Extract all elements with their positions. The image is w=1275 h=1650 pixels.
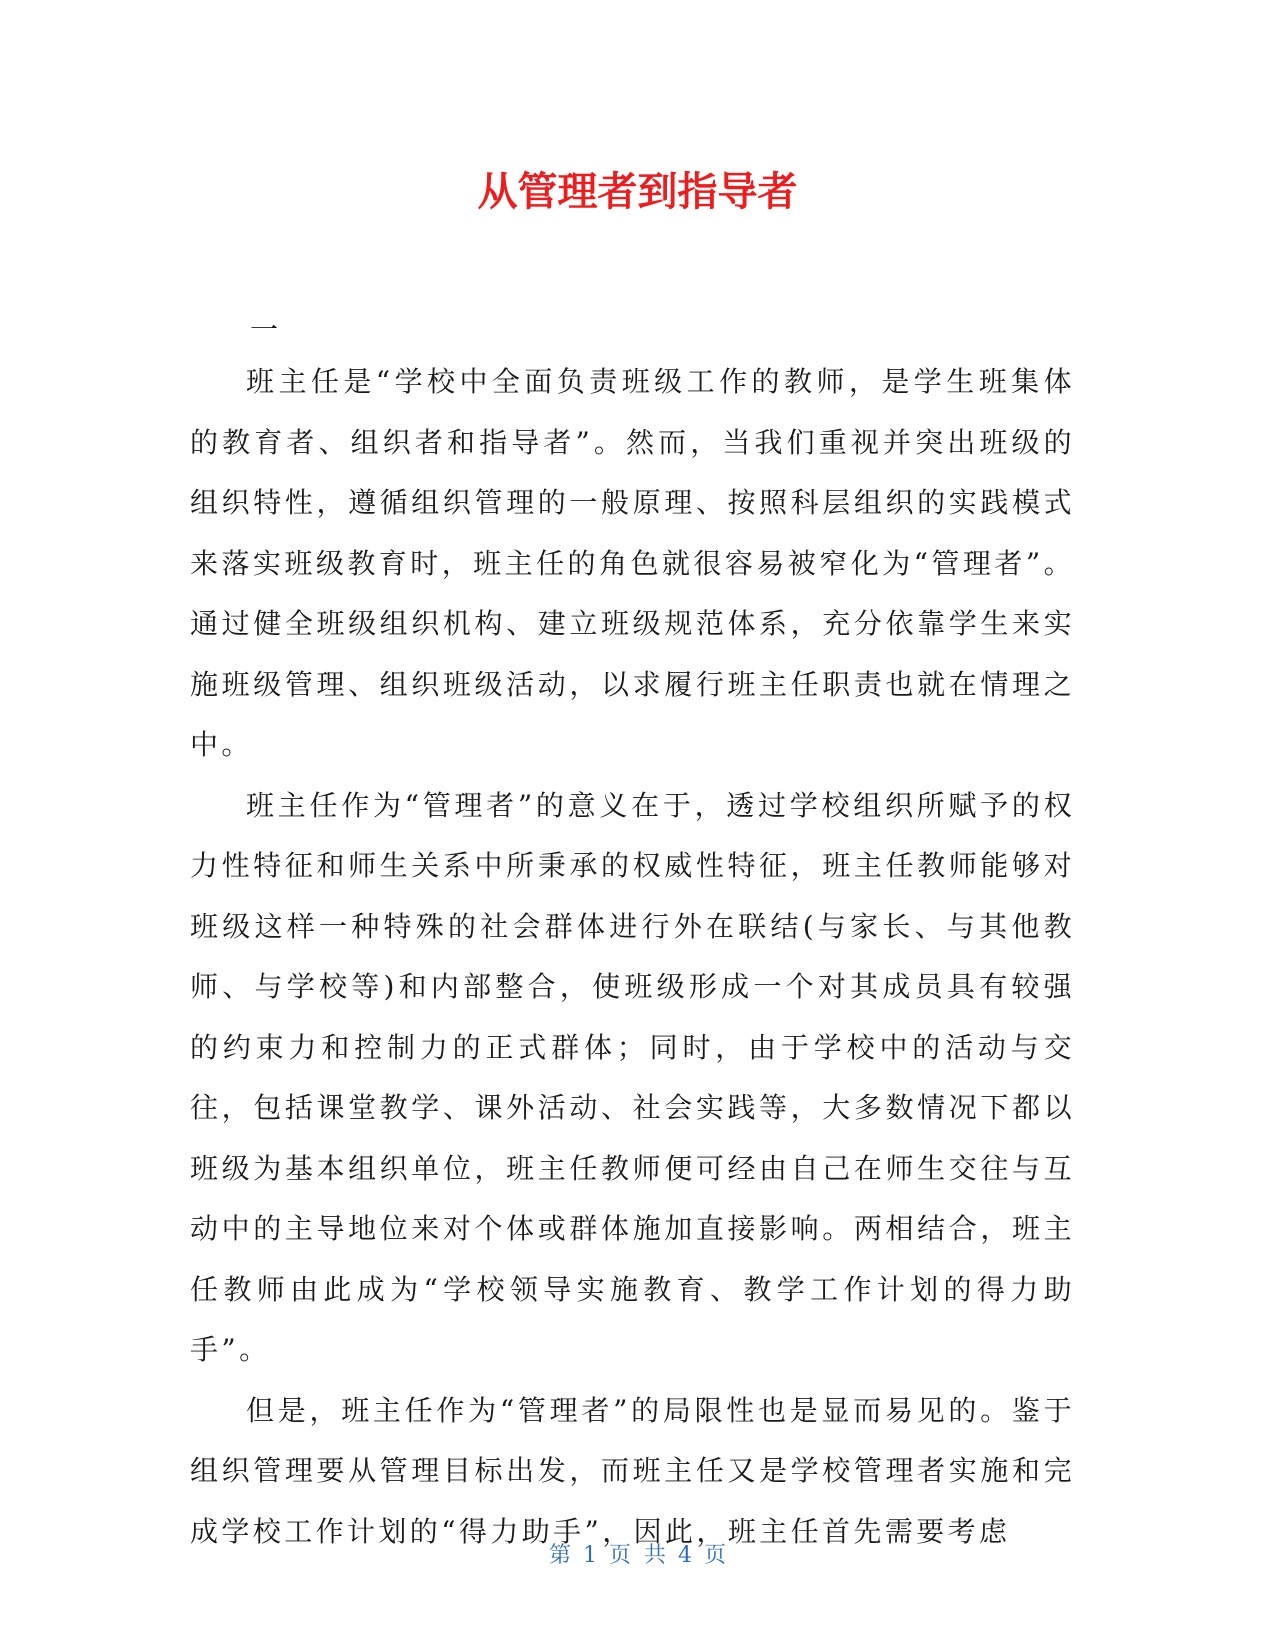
total-pages-number: 4 <box>678 1543 692 1568</box>
document-title: 从管理者到指导者 <box>477 169 798 215</box>
paragraph: 但是，班主任作为“管理者”的局限性也是显而易见的。鉴于组织管理要从管理目标出发，而班主任又是学校管理者实施和完成学校工作计划的“得力助手”，因此，班主任首先需要考虑 <box>190 1393 1075 1548</box>
page-footer <box>0 1538 1275 1569</box>
current-page-number: 1 <box>583 1543 597 1568</box>
document-body <box>190 352 1075 1562</box>
paragraph: 班主任作为“管理者”的意义在于，透过学校组织所赋予的权力性特征和师生关系中所秉承的权威性特征，班主任教师能够对班级这样一种特殊的社会群体进行外在联结(与家长、与其他教师、与学校等)和内部整合，使班级形成一个对其成员具有较强的约束力和控制力的正式群体；同时，由于学校中的活动与交往，包括课堂教学、课外活动、社会实践等，大多数情况下都以班级为基本组织单位，班主任教师便可经由自己在师生交往与互动中的主导地位来对个体或群体施加直接影响。两相结合，班主任教师由此成为“学校领导实施教育、教学工作计划的得力助手”。 <box>190 788 1075 1366</box>
page-label-suffix: 页 <box>704 1543 727 1568</box>
page-label-mid: 页 共 <box>609 1543 666 1568</box>
section-number: 一 <box>250 313 279 346</box>
paragraph: 班主任是“学校中全面负责班级工作的教师，是学生班集体的教育者、组织者和指导者”。然而，当我们重视并突出班级的组织特性，遵循组织管理的一般原理、按照科层组织的实践模式来落实班级教育时，班主任的角色就很容易被窄化为“管理者”。通过健全班级组织机构、建立班级规范体系，充分依靠学生来实施班级管理、组织班级活动，以求履行班主任职责也就在情理之中。 <box>190 365 1075 761</box>
page-label-prefix: 第 <box>548 1543 571 1568</box>
